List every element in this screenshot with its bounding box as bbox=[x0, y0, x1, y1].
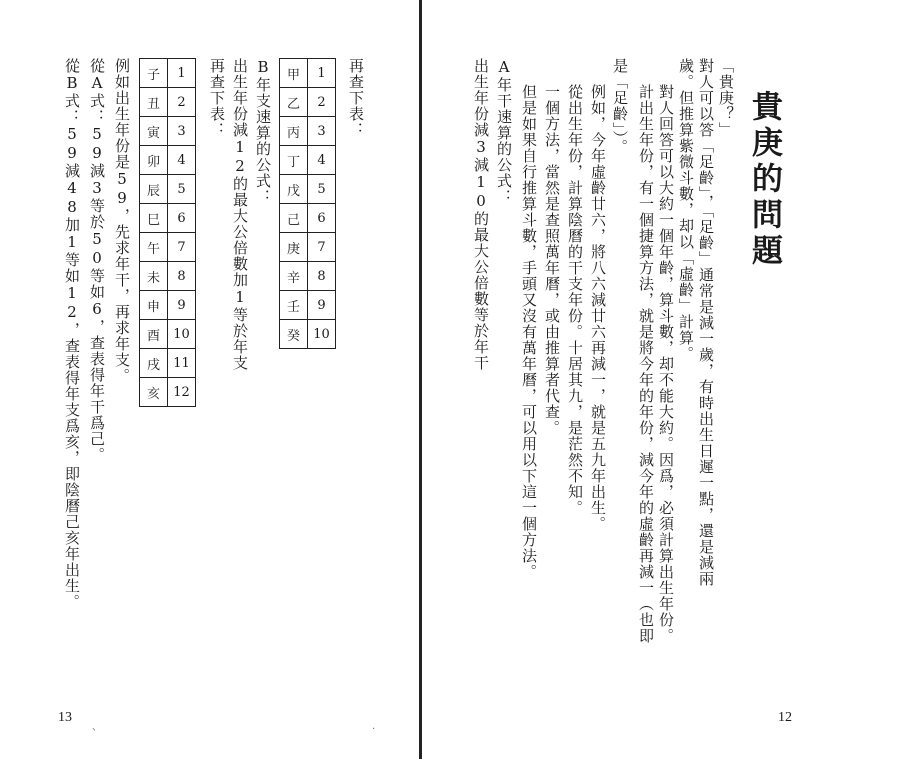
chapter-title: 貴庚的問題 bbox=[746, 90, 782, 270]
table-cell-number: 3 bbox=[168, 117, 196, 146]
table-row bbox=[280, 175, 336, 204]
right-text-col-4: 對人回答可以大約一個年齡，算斗數，却不能大約。因爲，必須計算出生年份。 bbox=[657, 84, 675, 644]
right-text-col-8: 從出生年份，計算陰曆的干支年份。十居其九，是茫然不知。 bbox=[566, 84, 584, 516]
table-row bbox=[140, 349, 196, 378]
table-cell-label: 卯 bbox=[140, 146, 168, 175]
table-cell-label: 申 bbox=[140, 291, 168, 320]
left-text-col-6: 從A式：59減3等於50等如6，查表得年干爲己。 bbox=[88, 58, 106, 463]
table-cell-label: 巳 bbox=[140, 204, 168, 233]
table-cell-label: 辰 bbox=[140, 175, 168, 204]
table-row bbox=[280, 320, 336, 349]
left-text-col-4: 再查下表： bbox=[208, 58, 226, 138]
left-text-col-2: B年支速算的公式： bbox=[254, 58, 272, 205]
table-cell-label: 子 bbox=[140, 59, 168, 88]
table-cell-label: 辛 bbox=[280, 262, 308, 291]
table-row bbox=[280, 204, 336, 233]
table-cell-label: 丙 bbox=[280, 117, 308, 146]
table-cell-label: 甲 bbox=[280, 59, 308, 88]
table-cell-label: 乙 bbox=[280, 88, 308, 117]
table-row bbox=[140, 175, 196, 204]
table-row bbox=[280, 117, 336, 146]
table-cell-label: 戌 bbox=[140, 349, 168, 378]
print-mark-1: 、 bbox=[92, 722, 102, 733]
table-row bbox=[140, 233, 196, 262]
left-text-col-5: 例如出生年份是59，先求年干，再求年支。 bbox=[113, 58, 131, 384]
table-cell-label: 癸 bbox=[280, 320, 308, 349]
table-cell-number: 1 bbox=[168, 59, 196, 88]
left-text-col-3: 出生年份減12的最大公倍數加1等於年支 bbox=[231, 58, 249, 371]
table-cell-number: 4 bbox=[308, 146, 336, 175]
table-cell-number: 10 bbox=[308, 320, 336, 349]
table-cell-number: 5 bbox=[308, 175, 336, 204]
table-cell-number: 2 bbox=[308, 88, 336, 117]
table-cell-number: 4 bbox=[168, 146, 196, 175]
table-cell-label: 戊 bbox=[280, 175, 308, 204]
table-row bbox=[140, 88, 196, 117]
table-row bbox=[140, 204, 196, 233]
table-cell-label: 壬 bbox=[280, 291, 308, 320]
table-row bbox=[140, 59, 196, 88]
table-cell-label: 未 bbox=[140, 262, 168, 291]
table-row bbox=[280, 291, 336, 320]
table-cell-number: 2 bbox=[168, 88, 196, 117]
table-cell-number: 7 bbox=[168, 233, 196, 262]
stem-table bbox=[279, 58, 336, 349]
right-text-col-11: A年干速算的公式： bbox=[495, 58, 513, 205]
right-text-col-1: 「貴庚？」 bbox=[717, 58, 735, 138]
right-text-col-3: 歲。但推算紫微斗數，却以「虛齡」計算。 bbox=[677, 58, 695, 362]
table-cell-label: 丑 bbox=[140, 88, 168, 117]
table-cell-label: 酉 bbox=[140, 320, 168, 349]
table-row bbox=[140, 320, 196, 349]
page-number-right: 12 bbox=[778, 710, 792, 725]
right-text-col-12: 出生年份減3減10的最大公倍數等於年干 bbox=[472, 58, 490, 371]
table-row bbox=[140, 291, 196, 320]
right-text-col-7: 例如，今年虛齡廿六，將八六減廿六再減一，就是五九年出生。 bbox=[589, 84, 607, 532]
table-cell-number: 1 bbox=[308, 59, 336, 88]
table-row bbox=[280, 262, 336, 291]
table-cell-number: 6 bbox=[308, 204, 336, 233]
left-page bbox=[0, 0, 420, 759]
table-cell-number: 10 bbox=[168, 320, 196, 349]
right-text-col-9: 一個方法，當然是查照萬年曆，或由推算者代查。 bbox=[543, 84, 561, 436]
table-cell-label: 午 bbox=[140, 233, 168, 262]
left-text-col-1: 再查下表： bbox=[347, 58, 365, 138]
print-mark-2: · bbox=[372, 724, 376, 735]
table-cell-label: 庚 bbox=[280, 233, 308, 262]
table-cell-number: 9 bbox=[308, 291, 336, 320]
page-number-left: 13 bbox=[58, 710, 72, 725]
table-row bbox=[140, 262, 196, 291]
table-row bbox=[140, 146, 196, 175]
left-text-col-7: 從B式：59減48加1等如12，查表得年支爲亥，即陰曆己亥年出生。 bbox=[63, 58, 81, 610]
table-cell-number: 12 bbox=[168, 378, 196, 407]
right-text-col-10: 但是如果自行推算斗數，手頭又沒有萬年曆，可以用以下這一個方法。 bbox=[520, 84, 538, 580]
table-row bbox=[140, 378, 196, 407]
right-text-col-6: 是「足齡」）。 bbox=[611, 58, 629, 155]
table-row bbox=[280, 88, 336, 117]
table-cell-number: 7 bbox=[308, 233, 336, 262]
right-text-col-5: 計出生年份，有一個捷算方法，就是將今年的年份，減今年的虛齡再減一（也即 bbox=[637, 84, 655, 644]
table-cell-label: 寅 bbox=[140, 117, 168, 146]
branch-table bbox=[139, 58, 196, 407]
table-cell-number: 8 bbox=[308, 262, 336, 291]
table-row bbox=[140, 117, 196, 146]
right-text-col-2: 對人可以答「足齡」，「足齡」通常是減一歲，有時出生日遲一點，還是減兩 bbox=[697, 58, 715, 587]
table-cell-label: 丁 bbox=[280, 146, 308, 175]
table-row bbox=[280, 146, 336, 175]
table-cell-number: 11 bbox=[168, 349, 196, 378]
table-row bbox=[280, 233, 336, 262]
table-cell-number: 6 bbox=[168, 204, 196, 233]
table-cell-number: 8 bbox=[168, 262, 196, 291]
table-cell-label: 己 bbox=[280, 204, 308, 233]
table-cell-number: 3 bbox=[308, 117, 336, 146]
table-cell-number: 5 bbox=[168, 175, 196, 204]
table-row bbox=[280, 59, 336, 88]
table-cell-label: 亥 bbox=[140, 378, 168, 407]
table-cell-number: 9 bbox=[168, 291, 196, 320]
